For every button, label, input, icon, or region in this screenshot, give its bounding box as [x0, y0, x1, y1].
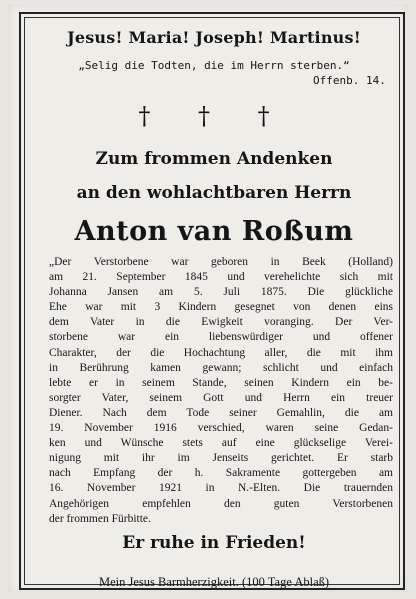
biography-line: am 21. September 1845 und verehelichte sich mit	[49, 271, 393, 284]
biography-line: lebte er in seinem Stande, seinen Kindern ein be-	[49, 376, 393, 389]
indulgence-prayer: Mein Jesus Barmherzigkeit. (100 Tage Ablaß)	[98, 575, 330, 589]
scripture-quote: „Selig die Todten, die im Herrn sterben.“	[78, 59, 350, 72]
biography-line: sorgter Vater, seinem Gott und Herrn ein treuer	[49, 391, 393, 404]
scripture-reference: Offenb. 14.	[313, 74, 386, 87]
biography-line: 19. November 1916 verschied, waren seine Gedan-	[49, 422, 393, 435]
biography-line: in Berührung kamen gewann; schlicht und einfach	[49, 361, 393, 374]
memorial-card	[8, 4, 408, 592]
biography-text	[49, 255, 393, 527]
biography-line: Angehörigen empfehlen den guten Verstorbenen	[49, 497, 393, 510]
biography-line: „Der Verstorbene war geboren in Beek (Holland)	[49, 256, 393, 268]
biography-line: nigung mit ihr im Jenseits gerichtet. Er starb	[49, 452, 393, 465]
biography-line: der frommen Fürbitte.	[49, 512, 151, 525]
biography-line: 16. November 1921 in N.-Elten. Die trauernden	[49, 482, 393, 495]
deceased-name: Anton van Roßum	[74, 216, 354, 247]
three-crosses-icon: † † †	[138, 102, 290, 130]
biography-line: storbene war ein liebenswürdiger und offener	[49, 331, 393, 344]
card-border	[19, 12, 405, 590]
biography-line: dem Vater in die Ewigkeit voranging. Der Ver-	[49, 316, 393, 329]
biography-line: nach Empfang der h. Sakramente gottergeben am	[49, 467, 393, 480]
biography-line: Ehe war mit 3 Kindern gesegnet von denen eins	[49, 301, 393, 314]
memory-line-1: Zum frommen Andenken	[95, 149, 333, 169]
memory-line-2: an den wohlachtbaren Herrn	[76, 183, 352, 203]
biography-line: Diener. Nach dem Tode seiner Gemahlin, die am	[49, 406, 393, 419]
header-invocation: Jesus! Maria! Joseph! Martinus!	[67, 28, 361, 47]
biography-line: ken und Wünsche stets auf eine glückselige Verei-	[49, 437, 393, 450]
rest-in-peace: Er ruhe in Frieden!	[122, 533, 306, 553]
biography-line: Charakter, der die Hochachtung aller, die mit ihm	[49, 346, 393, 359]
biography-line: Johanna Jansen am 5. Juli 1875. Die glückliche	[49, 286, 393, 299]
